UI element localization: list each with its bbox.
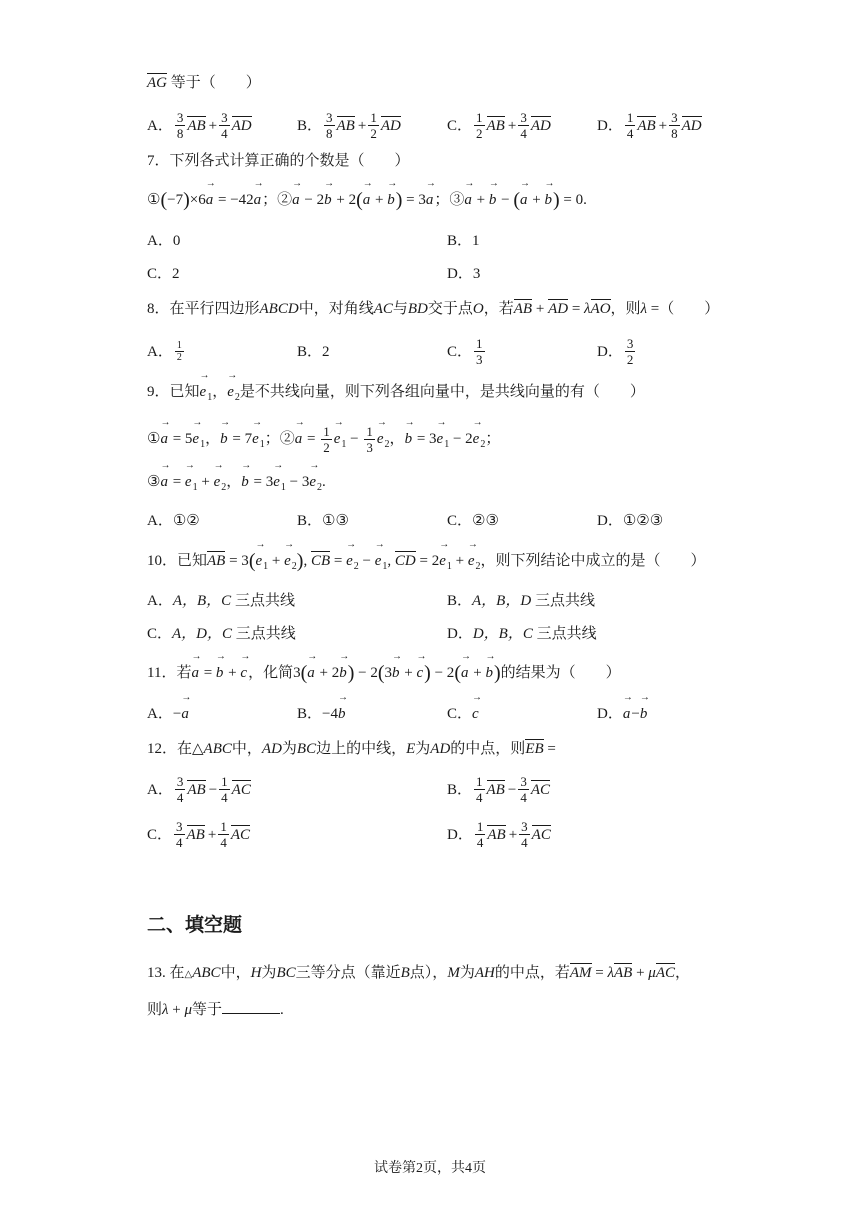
q13-stem: 13. 在△ABC中，H为BC三等分点（靠近B点），M为AH的中点，若AM = λAB + μAC， [147, 962, 800, 986]
q11-option-a[interactable]: A． − a → [147, 703, 297, 725]
q7-options-row1 [147, 230, 800, 252]
section-title: 二、填空题 [147, 914, 243, 936]
vector-AG: AG [147, 72, 167, 94]
q7-expressions: ①(−7)×6a → = −42a →；②a → − 2b → + 2(a → + b →) = 3a →；③a → + b → − (a → + b →) = 0. [147, 189, 800, 211]
q7-options-row2 [147, 263, 800, 285]
q12-stem: 12．在△ABC中，AD为BC边上的中线，E为AD的中点，则EB = [147, 738, 800, 760]
q8-option-c[interactable]: C． $\frac{1}{3}$ [447, 336, 483, 367]
q9-group-1-2: ①a → = $5e \to_1$，b → = $7e \to_1$；②a → = $\frac{1}{2}$ $e \to_1$ − $\frac{1}{3}$ $e \to_2$，b → = $3e \to_1 - 2e \to_2$； [147, 424, 800, 456]
q6-options [147, 110, 800, 141]
q11-option-b[interactable]: B． −4 b → [297, 703, 447, 725]
q12-options-row1 [147, 774, 800, 805]
q8-stem: 8．在平行四边形ABCD中，对角线AC与BD交于点O，若AB + AD = λAO，则λ =（ ） [147, 298, 800, 320]
q8-options [147, 336, 800, 367]
q10-option-c[interactable]: C． A，D，C 三点共线 [147, 626, 296, 642]
q6-option-b[interactable]: B． $\frac{3}{8}$ AB + $\frac{1}{2}$ AD [297, 110, 401, 141]
q9-group-3: ③a → = $e \to_1 + e \to_2$，b → = $3e \to_1 - 3e \to_2$. [147, 471, 800, 499]
q9-stem: 9．已知$e \to_1$，$e \to_2$是不共线向量，则下列各组向量中，是共线向量的有（ ） [147, 381, 800, 409]
q6-option-a[interactable]: A． $\frac{3}{8}$ AB + $\frac{3}{4}$ AD [147, 110, 252, 141]
q7-stem: 7．下列各式计算正确的个数是（ ） [147, 153, 410, 169]
page-footer: 试卷第2页，共4页 [374, 1161, 486, 1176]
q8-option-a[interactable]: A． $\frac{1}{2}$ [147, 340, 182, 363]
q9-options [147, 510, 800, 532]
q8-option-b[interactable]: B． 2 [297, 343, 330, 360]
q11-option-d[interactable]: D． a → − b → [597, 703, 747, 725]
q9-option-d[interactable]: D． ①②③ [597, 513, 664, 529]
q8-option-d[interactable]: D． $\frac{3}{2}$ [597, 336, 634, 367]
q10-options-row2 [147, 623, 800, 645]
q7-option-b[interactable]: B． 1 [447, 233, 480, 249]
q10-options-row1 [147, 590, 800, 612]
q9-option-a[interactable]: A． ①② [147, 513, 200, 529]
q6-option-c[interactable]: C． $\frac{1}{2}$ AB + $\frac{3}{4}$ AD [447, 110, 551, 141]
q12-option-b[interactable]: B． $\frac{1}{4}$ AB − $\frac{3}{4}$ AC [447, 774, 550, 805]
q10-option-b[interactable]: B． A，B，D 三点共线 [447, 593, 595, 609]
q6-option-d[interactable]: D． $\frac{1}{4}$ AB + $\frac{3}{8}$ AD [597, 110, 702, 141]
q12-option-c[interactable]: C． $\frac{3}{4}$ AB + $\frac{1}{4}$ AC [147, 819, 250, 850]
q9-option-b[interactable]: B． ①③ [297, 513, 349, 529]
q10-option-a[interactable]: A． A，B，C 三点共线 [147, 593, 295, 609]
q7-option-a[interactable]: A． 0 [147, 233, 181, 249]
q9-option-c[interactable]: C． ②③ [447, 513, 499, 529]
q11-options [147, 703, 800, 725]
q6-stem: AG 等于（ ） [147, 72, 800, 94]
q11-option-c[interactable]: C． c → [447, 703, 597, 725]
q7-option-c[interactable]: C． 2 [147, 266, 180, 282]
q12-option-d[interactable]: D． $\frac{1}{4}$ AB + $\frac{3}{4}$ AC [447, 819, 551, 850]
answer-blank[interactable] [222, 999, 280, 1014]
q12-option-a[interactable]: A． $\frac{3}{4}$ AB − $\frac{1}{4}$ AC [147, 774, 251, 805]
q7-option-d[interactable]: D． 3 [447, 266, 481, 282]
q11-stem: 11．若a → = b → + c →，化简3(a → + 2b →) − 2(3b → + c →) − 2(a → + b →)的结果为（ ） [147, 662, 800, 684]
q10-stem: 10．已知AB = $3(e \to_1 + e \to_2)$, CB = $e \to_2 - e \to_1$, CD = $2e \to_1 + e \to_2$，则下列结论中成立的是（ ） [147, 550, 800, 578]
q12-options-row2 [147, 819, 800, 850]
q13-line2: 则λ + μ等于 . [147, 999, 800, 1021]
q10-option-d[interactable]: D． D，B，C 三点共线 [447, 626, 597, 642]
